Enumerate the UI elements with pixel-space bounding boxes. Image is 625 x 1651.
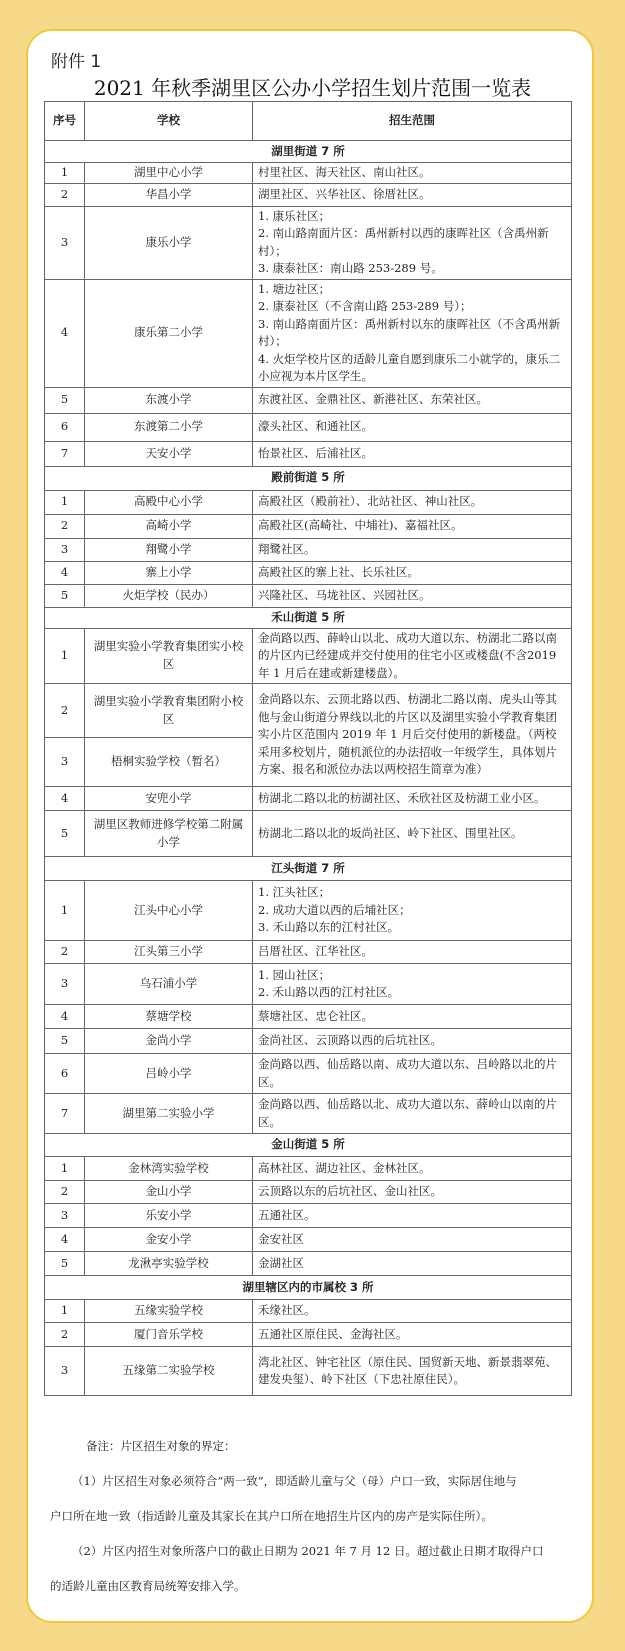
table-header-row xyxy=(45,102,572,141)
scope-line: 高殿社区（殿前社）、北站社区、神山社区。 xyxy=(258,494,483,509)
row-number: 2 xyxy=(45,514,85,538)
table-row xyxy=(45,279,572,387)
section-header-row xyxy=(45,857,572,881)
row-number: 1 xyxy=(45,1300,85,1323)
enrollment-scope xyxy=(253,1228,572,1252)
row-number: 1 xyxy=(45,163,85,184)
scope-line: 2. 康泰社区（不含南山路 253-289 号）； xyxy=(258,299,472,313)
enrollment-scope xyxy=(253,538,572,561)
scope-line: 枋湖北二路以北的坂尚社区、岭下社区、围里社区。 xyxy=(258,825,523,840)
enrollment-scope xyxy=(253,1252,572,1276)
row-number: 6 xyxy=(45,413,85,441)
enrollment-scope xyxy=(253,1157,572,1181)
enrollment-scope xyxy=(253,584,572,607)
table-row xyxy=(45,163,572,184)
notes-heading: 备注：片区招生对象的界定： xyxy=(86,1439,236,1453)
table-row xyxy=(45,881,572,941)
row-number: 4 xyxy=(45,561,85,584)
school-name: 吕岭小学 xyxy=(85,1054,253,1094)
school-name: 乌石浦小学 xyxy=(85,964,253,1005)
school-name: 湖里中心小学 xyxy=(85,163,253,184)
enrollment-scope xyxy=(253,514,572,538)
school-name: 蔡塘学校 xyxy=(85,1005,253,1029)
notes xyxy=(50,1437,570,1595)
school-name: 金林湾实验学校 xyxy=(85,1157,253,1181)
enrollment-scope xyxy=(253,684,572,787)
table-row xyxy=(45,964,572,1005)
row-number: 2 xyxy=(45,1181,85,1204)
scope-line: 1. 园山社区； xyxy=(258,967,331,982)
row-number: 1 xyxy=(45,490,85,514)
enrollment-scope xyxy=(253,1054,572,1094)
attachment-label: 附件 1 xyxy=(51,52,102,72)
school-name: 湖里区教师进修学校第二附属小学 xyxy=(85,811,253,857)
enrollment-scope xyxy=(253,1094,572,1134)
note-1-line-2: 户口所在地一致（指适龄儿童及其家长在其户口所在地招生片区内的房产是实际住所）。 xyxy=(50,1509,493,1523)
scope-line: 云顶路以东的后坑社区、金山社区。 xyxy=(258,1184,442,1199)
scope-line: 1. 塘边社区； xyxy=(258,281,331,296)
table-row xyxy=(45,441,572,466)
section-title: 湖里街道 7 所 xyxy=(45,141,572,163)
scope-line: 金尚路以西、薛岭山以北、成功大道以东、枋湖北二路以南的片区内已经建成并交付使用的住宅小区或楼盘(不含2019 年 1 月后在建或新建楼盘）。 xyxy=(258,630,557,680)
school-name: 金尚小学 xyxy=(85,1029,253,1054)
row-number: 3 xyxy=(45,206,85,279)
section-title: 禾山街道 5 所 xyxy=(45,607,572,628)
section-header-row xyxy=(45,1276,572,1300)
header-scope: 招生范围 xyxy=(253,102,572,141)
school-name: 火炬学校（民办） xyxy=(85,584,253,607)
page-title: 2021 年秋季湖里区公办小学招生划片范围一览表 xyxy=(93,76,532,100)
table-row xyxy=(45,387,572,413)
table-row xyxy=(45,1252,572,1276)
scope-line: 村里社区、海天社区、南山社区。 xyxy=(258,165,431,179)
scope-line: 濠头社区、和通社区。 xyxy=(258,419,373,434)
scope-line: 3. 南山路南面片区：禹州新村以东的康晖社区（不含禹州新村）； xyxy=(258,316,561,348)
scope-line: 金尚社区、云顶路以西的后坑社区。 xyxy=(258,1033,442,1048)
row-number: 1 xyxy=(45,1157,85,1181)
row-number: 5 xyxy=(45,1252,85,1276)
row-number: 4 xyxy=(45,1005,85,1029)
table-row xyxy=(45,1300,572,1323)
note-2-line-1: （2）片区内招生对象所落户口的截止日期为 2021 年 7 月 12 日。超过截止日期才取得户口 xyxy=(72,1544,544,1558)
row-number: 1 xyxy=(45,881,85,941)
scope-line: 2. 成功大道以西的后埔社区； xyxy=(258,902,411,917)
table-row xyxy=(45,1157,572,1181)
scope-line: 金尚路以东、云顶北路以西、枋湖北二路以南、虎头山等其他与金山街道分界线以北的片区以及湖里实验小学教育集团实小片区范围内 2019 年 1 月后交付使用的新楼盘。（两校采用多校划片，随机派位的办法招收一年级学生，具体划片方案、报名和派位办法以两校招生简章为准） xyxy=(258,692,557,777)
scope-line: 高殿社区(高崎社、中埔社)、嘉福社区。 xyxy=(258,518,463,533)
school-name: 寨上小学 xyxy=(85,561,253,584)
table-row xyxy=(45,628,572,684)
row-number: 3 xyxy=(45,964,85,1005)
table-row xyxy=(45,490,572,514)
row-number: 2 xyxy=(45,684,85,738)
note-1-line-1: （1）片区招生对象必须符合“两一致”，即适龄儿童与父（母）户口一致，实际居住地与 xyxy=(72,1474,517,1488)
table-row xyxy=(45,1347,572,1396)
row-number: 7 xyxy=(45,441,85,466)
table-row xyxy=(45,1323,572,1347)
enrollment-scope xyxy=(253,387,572,413)
table-row xyxy=(45,584,572,607)
school-name: 梧桐实验学校（暂名） xyxy=(85,738,253,787)
table-row xyxy=(45,206,572,279)
scope-line: 1. 康乐社区； xyxy=(258,208,331,223)
school-name: 五缘实验学校 xyxy=(85,1300,253,1323)
table-row xyxy=(45,941,572,964)
school-name: 龙湫亭实验学校 xyxy=(85,1252,253,1276)
enrollment-scope xyxy=(253,441,572,466)
enrollment-scope xyxy=(253,163,572,184)
enrollment-scope xyxy=(253,1347,572,1396)
scope-line: 东渡社区、金鼎社区、新港社区、东荣社区。 xyxy=(258,392,488,407)
school-name: 乐安小学 xyxy=(85,1204,253,1228)
table-row xyxy=(45,1094,572,1134)
table-row xyxy=(45,1005,572,1029)
scope-line: 金湖社区 xyxy=(258,1255,304,1270)
table-row xyxy=(45,561,572,584)
row-number: 5 xyxy=(45,387,85,413)
table-row xyxy=(45,1181,572,1204)
header-school: 学校 xyxy=(85,102,253,141)
school-name: 湖里实验小学教育集团实小校区 xyxy=(85,628,253,684)
scope-line: 4. 火炬学校片区的适龄儿童自愿到康乐二小就学的，康乐二小应视为本片区学生。 xyxy=(258,351,561,383)
scope-line: 五通社区原住民、金海社区。 xyxy=(258,1326,408,1341)
enrollment-scope xyxy=(253,1029,572,1054)
scope-line: 兴隆社区、马垅社区、兴园社区。 xyxy=(258,587,431,602)
section-header-row xyxy=(45,141,572,163)
scope-line: 五通社区。 xyxy=(258,1207,316,1222)
school-name: 天安小学 xyxy=(85,441,253,466)
school-name: 江头中心小学 xyxy=(85,881,253,941)
enrollment-scope xyxy=(253,881,572,941)
row-number: 2 xyxy=(45,183,85,206)
enrollment-scope xyxy=(253,1300,572,1323)
school-name: 安兜小学 xyxy=(85,787,253,811)
row-number: 3 xyxy=(45,738,85,787)
enrollment-scope xyxy=(253,183,572,206)
row-number: 3 xyxy=(45,538,85,561)
table-row xyxy=(45,684,572,738)
scope-line: 湖里社区、兴华社区、徐厝社区。 xyxy=(258,186,431,201)
row-number: 1 xyxy=(45,628,85,684)
row-number: 4 xyxy=(45,279,85,387)
school-name: 江头第三小学 xyxy=(85,941,253,964)
table-row xyxy=(45,787,572,811)
section-header-row xyxy=(45,607,572,628)
row-number: 4 xyxy=(45,1228,85,1252)
scope-line: 2. 南山路南面片区：禹州新村以西的康晖社区（含禹州新村）； xyxy=(258,226,549,258)
school-name: 湖里实验小学教育集团附小校区 xyxy=(85,684,253,738)
table-row xyxy=(45,811,572,857)
row-number: 3 xyxy=(45,1347,85,1396)
scope-line: 高林社区、湖边社区、金林社区。 xyxy=(258,1160,431,1175)
enrollment-scope xyxy=(253,1005,572,1029)
scope-line: 金尚路以西、仙岳路以南、成功大道以东、吕岭路以北的片区。 xyxy=(258,1057,557,1089)
table-row xyxy=(45,514,572,538)
section-title: 金山街道 5 所 xyxy=(45,1134,572,1157)
scope-line: 禾缘社区。 xyxy=(258,1303,316,1318)
school-name: 东渡小学 xyxy=(85,387,253,413)
school-name: 金山小学 xyxy=(85,1181,253,1204)
enrollment-scope xyxy=(253,1204,572,1228)
table-row xyxy=(45,538,572,561)
row-number: 4 xyxy=(45,787,85,811)
note-2-line-2: 的适龄儿童由区教育局统筹安排入学。 xyxy=(50,1579,246,1593)
row-number: 3 xyxy=(45,1204,85,1228)
row-number: 7 xyxy=(45,1094,85,1134)
scope-line: 金安社区 xyxy=(258,1231,304,1246)
section-header-row xyxy=(45,466,572,490)
scope-line: 湾北社区、钟宅社区（原住民、国贸新天地、新景翡翠苑、建发央玺）、岭下社区（下忠社原住民）。 xyxy=(258,1354,557,1386)
school-name: 湖里第二实验小学 xyxy=(85,1094,253,1134)
enrollment-scope xyxy=(253,964,572,1005)
row-number: 5 xyxy=(45,811,85,857)
table-row xyxy=(45,183,572,206)
section-title: 殿前街道 5 所 xyxy=(45,466,572,490)
school-name: 高殿中心小学 xyxy=(85,490,253,514)
scope-line: 枋湖北二路以北的枋湖社区、禾欣社区及枋湖工业小区。 xyxy=(258,790,546,805)
enrollment-table xyxy=(44,101,572,1396)
table-row xyxy=(45,1204,572,1228)
scope-line: 金尚路以西、仙岳路以北、成功大道以东、薛岭山以南的片区。 xyxy=(258,1097,557,1129)
row-number: 2 xyxy=(45,1323,85,1347)
enrollment-scope xyxy=(253,787,572,811)
section-title: 湖里辖区内的市属校 3 所 xyxy=(45,1276,572,1300)
enrollment-scope xyxy=(253,206,572,279)
scope-line: 怡景社区、后浦社区。 xyxy=(258,445,373,460)
scope-line: 3. 康泰社区：南山路 253-289 号。 xyxy=(258,261,443,275)
scope-line: 翔鹭社区。 xyxy=(258,541,316,556)
school-name: 五缘第二实验学校 xyxy=(85,1347,253,1396)
table-row xyxy=(45,413,572,441)
scope-line: 蔡塘社区、忠仑社区。 xyxy=(258,1008,373,1023)
header-num: 序号 xyxy=(45,102,85,141)
school-name: 翔鹭小学 xyxy=(85,538,253,561)
scope-line: 3. 禾山路以东的江村社区。 xyxy=(258,920,400,935)
school-name: 金安小学 xyxy=(85,1228,253,1252)
school-name: 东渡第二小学 xyxy=(85,413,253,441)
enrollment-scope xyxy=(253,413,572,441)
row-number: 6 xyxy=(45,1054,85,1094)
enrollment-scope xyxy=(253,628,572,684)
section-title: 江头街道 7 所 xyxy=(45,857,572,881)
scope-line: 2. 禾山路以西的江村社区。 xyxy=(258,985,400,999)
enrollment-scope xyxy=(253,561,572,584)
enrollment-scope xyxy=(253,279,572,387)
scope-line: 1. 江头社区； xyxy=(258,885,331,900)
enrollment-scope xyxy=(253,1323,572,1347)
row-number: 5 xyxy=(45,1029,85,1054)
scope-line: 吕厝社区、江华社区。 xyxy=(258,944,373,959)
enrollment-scope xyxy=(253,1181,572,1204)
enrollment-scope xyxy=(253,941,572,964)
school-name: 高崎小学 xyxy=(85,514,253,538)
enrollment-scope xyxy=(253,490,572,514)
table-row xyxy=(45,1054,572,1094)
table-row xyxy=(45,1228,572,1252)
section-header-row xyxy=(45,1134,572,1157)
scope-line: 高殿社区的寨上社、长乐社区。 xyxy=(258,564,419,579)
table-row xyxy=(45,1029,572,1054)
school-name: 康乐第二小学 xyxy=(85,279,253,387)
school-name: 华昌小学 xyxy=(85,183,253,206)
school-name: 康乐小学 xyxy=(85,206,253,279)
enrollment-scope xyxy=(253,811,572,857)
row-number: 5 xyxy=(45,584,85,607)
school-name: 厦门音乐学校 xyxy=(85,1323,253,1347)
row-number: 2 xyxy=(45,941,85,964)
